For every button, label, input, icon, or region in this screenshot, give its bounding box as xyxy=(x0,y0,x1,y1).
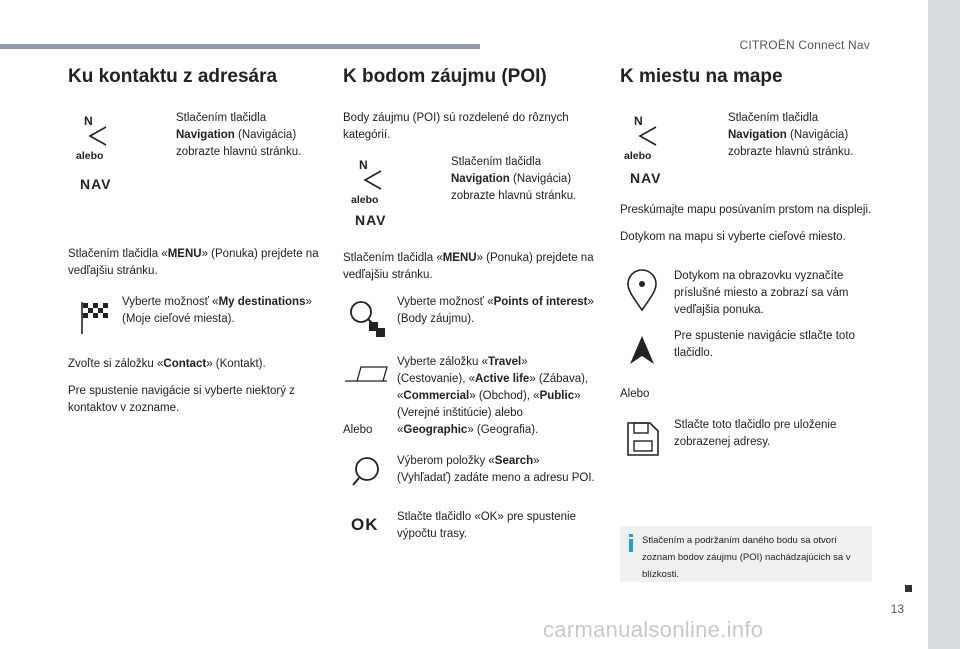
destinations-instruction: Vyberte možnosť «My destinations» (Moje cieľové miesta). xyxy=(122,296,312,325)
magnifier-icon xyxy=(343,453,393,501)
or-label: alebo xyxy=(624,150,652,162)
nav-letter: N xyxy=(84,114,93,128)
section-title: K bodom záujmu (POI) xyxy=(343,66,547,87)
info-text: Stlačením a podržaním daného bodu sa otvorí zoznam bodov záujmu (POI) nachádzajúcich sa v blízkosti. xyxy=(642,535,851,580)
nav-step xyxy=(343,154,595,250)
navigate-start-icon xyxy=(620,328,670,376)
nav-button-label: NAV xyxy=(355,212,387,228)
header-rule xyxy=(0,44,480,49)
menu-instruction: Stlačením tlačidla «MENU» (Ponuka) prejdete na vedľajšiu stránku. xyxy=(68,248,319,277)
page-number: 13 xyxy=(890,602,904,616)
touch-instruction: Dotykom na mapu si vyberte cieľové miesto. xyxy=(620,231,846,243)
start-instruction: Pre spustenie navigácie stlačte toto tlačidlo. xyxy=(674,330,855,359)
map-pin-icon xyxy=(620,268,670,316)
section-contact xyxy=(68,66,320,427)
watermark: carmanualsonline.info xyxy=(543,617,764,642)
start-instruction: Pre spustenie navigácie si vyberte niektorý z kontaktov v zozname. xyxy=(68,385,295,414)
start-step xyxy=(620,328,872,372)
nav-step xyxy=(620,110,872,202)
info-icon xyxy=(628,534,634,552)
search-step xyxy=(343,453,595,501)
nav-step xyxy=(68,110,320,228)
tab-bar-icon xyxy=(343,364,393,384)
navigation-arrow-icon xyxy=(361,168,385,192)
nav-letter: N xyxy=(634,114,643,128)
nav-instruction: Stlačením tlačidla Navigation (Navigácia) zobrazte hlavnú stránku. xyxy=(728,112,854,158)
info-note xyxy=(620,526,872,582)
contact-instruction: Zvoľte si záložku «Contact» (Kontakt). xyxy=(68,358,266,370)
pin-step xyxy=(620,268,872,320)
navigation-arrow-icon xyxy=(86,124,110,148)
or-label: alebo xyxy=(351,194,379,206)
ok-button-label: OK xyxy=(351,515,379,534)
explore-instruction: Preskúmajte mapu posúvaním prstom na displeji. xyxy=(620,204,872,216)
poi-instruction: Vyberte možnosť «Points of interest» (Body záujmu). xyxy=(397,296,594,325)
checkered-flag-icon xyxy=(68,294,118,342)
or-label: Alebo xyxy=(620,388,650,400)
menu-instruction: Stlačením tlačidla «MENU» (Ponuka) prejdete na vedľajšiu stránku. xyxy=(343,252,594,281)
page-edge-strip xyxy=(928,0,960,649)
or-label: Alebo xyxy=(343,424,373,436)
brand-header: CITROËN Connect Nav xyxy=(739,38,870,52)
category-step xyxy=(343,354,595,439)
search-instruction: Výberom položky «Search» (Vyhľadať) zadáte meno a adresu POI. xyxy=(397,455,595,484)
ok-instruction: Stlačte tlačidlo «OK» pre spustenie výpočtu trasy. xyxy=(397,511,576,540)
section-title: K miestu na mape xyxy=(620,66,783,87)
section-map xyxy=(620,66,872,467)
navigation-arrow-icon xyxy=(636,124,660,148)
ok-step xyxy=(343,509,595,543)
poi-intro: Body záujmu (POI) sú rozdelené do rôznych kategórií. xyxy=(343,112,569,141)
save-icon xyxy=(620,417,670,465)
category-instruction: Vyberte záložku «Travel» (Cestovanie), «Active life» (Zábava), «Commercial» (Obchod), «Public» (Verejné inštitúcie) alebo «Geographic» (Geografia). xyxy=(397,356,589,436)
nav-button-label: NAV xyxy=(80,176,112,192)
poi-step xyxy=(343,294,595,342)
or-label: alebo xyxy=(76,150,104,162)
pin-instruction: Dotykom na obrazovku vyznačíte príslušné miesto a zobrazí sa vám vedľajšia ponuka. xyxy=(674,270,849,316)
nav-instruction: Stlačením tlačidla Navigation (Navigácia) zobrazte hlavnú stránku. xyxy=(451,156,577,202)
section-title: Ku kontaktu z adresára xyxy=(68,66,278,87)
nav-button-label: NAV xyxy=(630,170,662,186)
page-marker xyxy=(905,585,912,592)
destinations-step xyxy=(68,294,320,342)
poi-search-icon xyxy=(343,294,393,342)
nav-letter: N xyxy=(359,158,368,172)
nav-instruction: Stlačením tlačidla Navigation (Navigácia) zobrazte hlavnú stránku. xyxy=(176,112,302,158)
save-step xyxy=(620,417,872,459)
save-instruction: Stlačte toto tlačidlo pre uloženie zobrazenej adresy. xyxy=(674,419,837,448)
section-poi xyxy=(343,66,595,551)
